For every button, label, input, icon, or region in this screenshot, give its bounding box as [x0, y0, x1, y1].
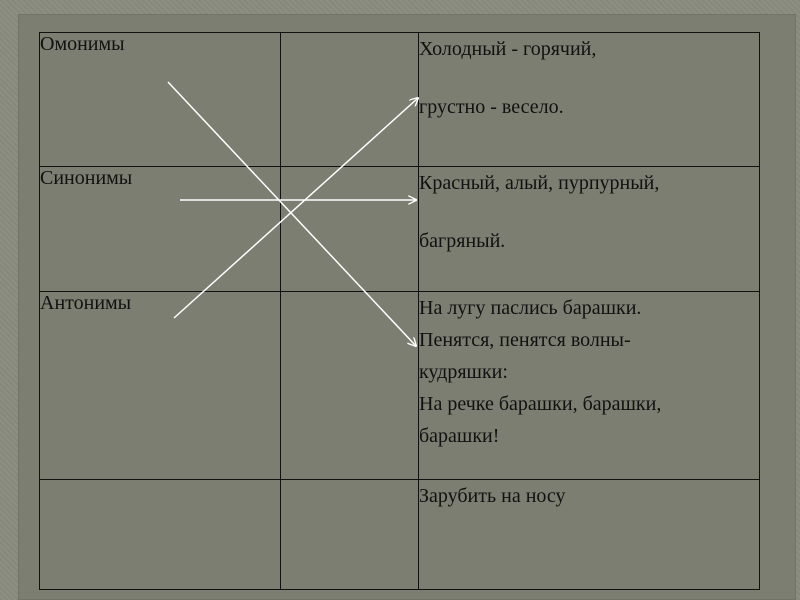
matching-table: [39, 32, 760, 590]
example-line: На речке барашки, барашки,: [419, 393, 662, 415]
term-omonimy: Омонимы: [40, 33, 125, 55]
example-line: грустно - весело.: [419, 96, 564, 118]
empty-answer-cell[interactable]: [281, 480, 419, 590]
example-line: барашки!: [419, 425, 500, 447]
example-line: На лугу паслись барашки.: [419, 297, 642, 319]
example-cell: [419, 480, 760, 590]
term-cell: [40, 167, 281, 292]
table-row: [40, 480, 760, 590]
example-line: кудряшки:: [419, 361, 508, 383]
example-line: Пенятся, пенятся волны-: [419, 329, 631, 351]
example-cell: [419, 292, 760, 480]
table-row: [40, 33, 760, 167]
table-row: [40, 292, 760, 480]
term-sinonimy: Синонимы: [40, 167, 133, 189]
example-cell: [419, 167, 760, 292]
example-cell: [419, 33, 760, 167]
table-row: [40, 167, 760, 292]
empty-answer-cell[interactable]: [281, 167, 419, 292]
example-line: Холодный - горячий,: [419, 38, 597, 60]
example-line: Красный, алый, пурпурный,: [419, 172, 660, 194]
example-line: Зарубить на носу: [419, 485, 566, 507]
term-cell: [40, 33, 281, 167]
term-antonimy: Антонимы: [40, 292, 132, 314]
example-line: багряный.: [419, 230, 506, 252]
term-cell: [40, 480, 281, 590]
empty-answer-cell[interactable]: [281, 33, 419, 167]
empty-answer-cell[interactable]: [281, 292, 419, 480]
term-cell: [40, 292, 281, 480]
